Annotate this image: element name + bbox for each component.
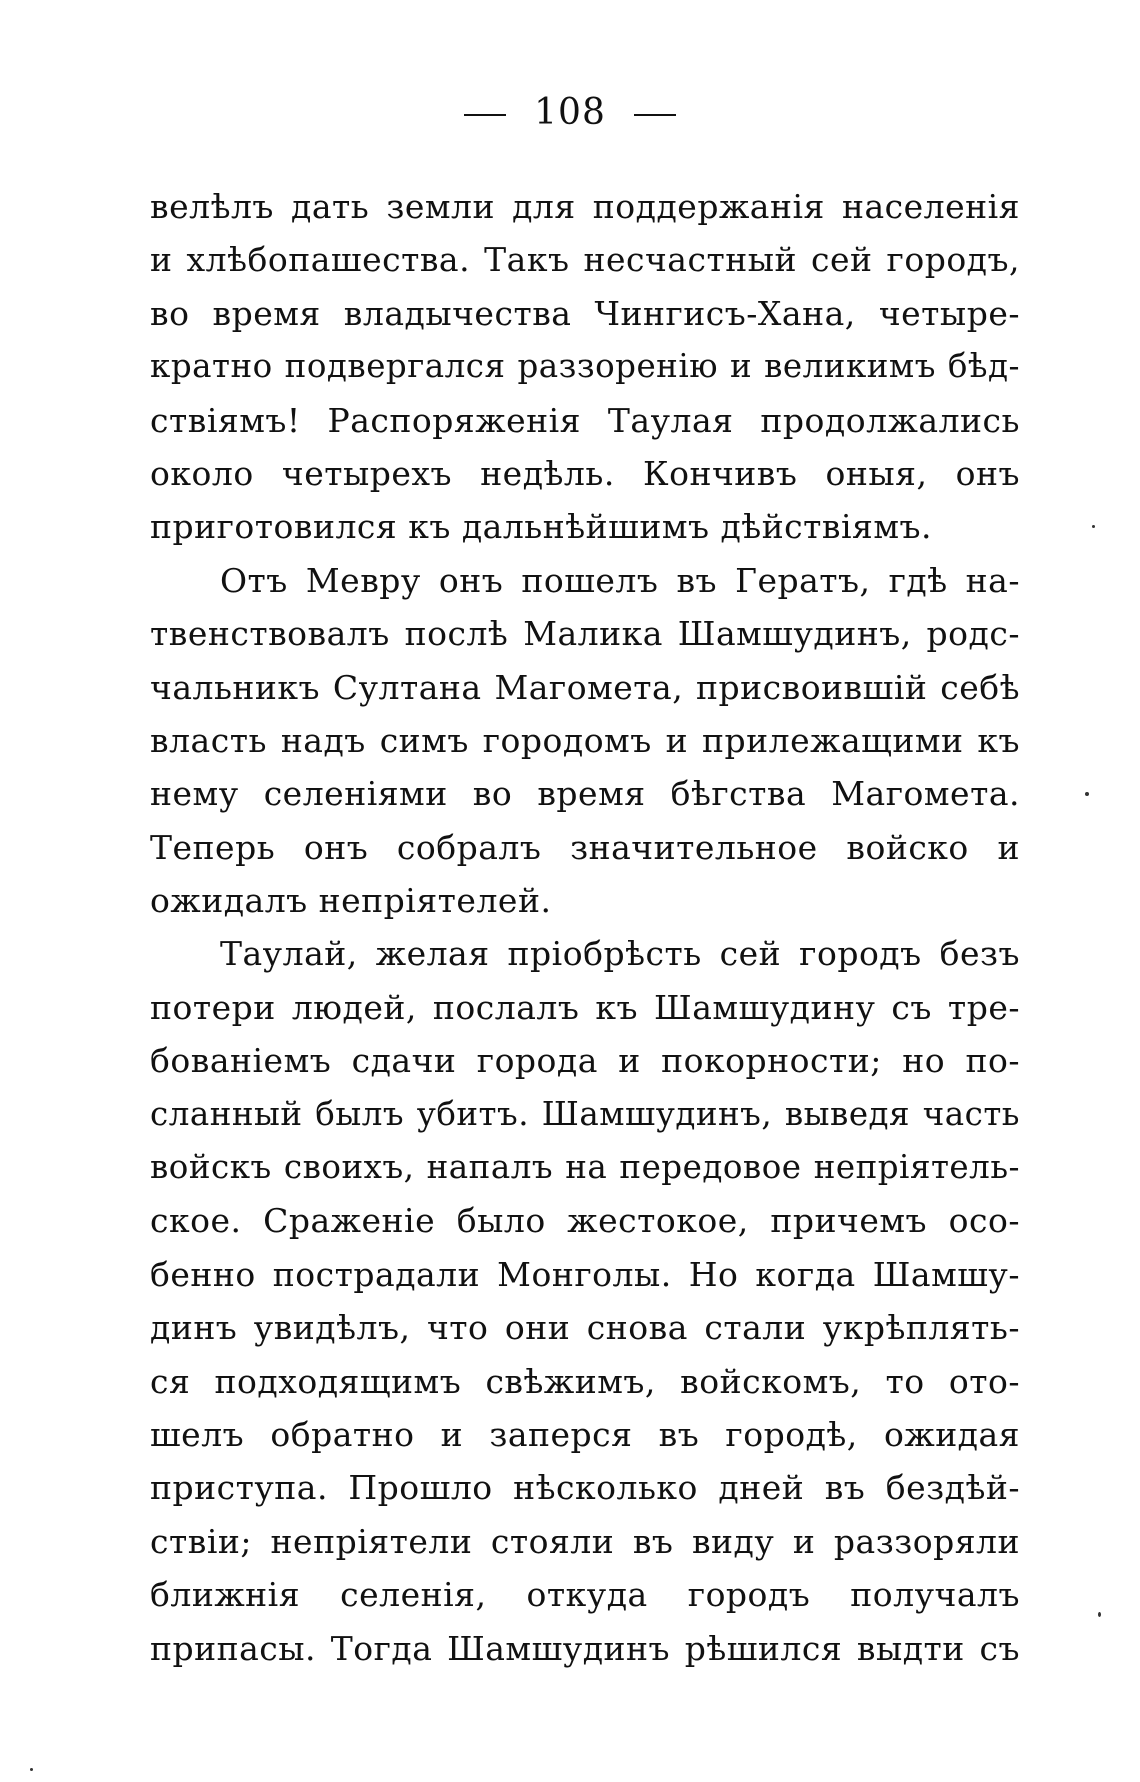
text-line: около четырехъ недѣль. Кончивъ оныя, онъ bbox=[150, 453, 1020, 493]
text-line: шелъ обратно и заперся въ городѣ, ожидая bbox=[150, 1414, 1020, 1454]
text-line: припасы. Тогда Шамшудинъ рѣшился выдти съ bbox=[150, 1628, 1020, 1668]
text-line: приступа. Прошло нѣсколько дней въ бездѣй- bbox=[150, 1468, 1020, 1508]
text-line: велѣлъ дать земли для поддержанія населенія bbox=[150, 187, 1020, 226]
scan-speck bbox=[1085, 792, 1089, 796]
text-line: войскъ своихъ, напалъ на передовое непріятель- bbox=[150, 1148, 1020, 1187]
text-line: ствіямъ! Распоряженія Таулая продолжались bbox=[150, 400, 1020, 440]
text-line: ожидалъ непріятелей. bbox=[150, 881, 552, 921]
text-line: Теперь онъ собралъ значительное войско и bbox=[150, 827, 1020, 867]
text-line: Отъ Мевру онъ пошелъ въ Гератъ, гдѣ на- bbox=[220, 560, 1020, 600]
left-dash bbox=[464, 114, 506, 116]
page-header bbox=[0, 92, 1140, 133]
text-line: кратно подвергался раззоренію и великимъ бѣд- bbox=[150, 347, 1020, 386]
text-line: Таулай, желая пріобрѣсть сей городъ безъ bbox=[220, 934, 1020, 974]
text-line: ское. Сраженіе было жестокое, причемъ осо- bbox=[150, 1201, 1020, 1241]
text-line: бенно пострадали Монголы. Но когда Шамшу- bbox=[150, 1254, 1020, 1294]
text-line: динъ увидѣлъ, что они снова стали укрѣплять- bbox=[150, 1308, 1020, 1348]
text-line: власть надъ симъ городомъ и прилежащими къ bbox=[150, 720, 1020, 760]
right-dash bbox=[634, 114, 676, 116]
text-line: бованіемъ сдачи города и покорности; но по- bbox=[150, 1041, 1020, 1081]
text-line: ближнія селенія, откуда городъ получалъ bbox=[150, 1575, 1020, 1615]
text-line: и хлѣбопашества. Такъ несчастный сей городъ, bbox=[150, 240, 1020, 280]
scan-speck bbox=[30, 1768, 33, 1771]
text-line: ся подходящимъ свѣжимъ, войскомъ, то ото- bbox=[150, 1361, 1020, 1401]
scan-speck bbox=[1092, 525, 1095, 528]
scan-speck bbox=[1098, 1612, 1101, 1617]
text-line: нему селеніями во время бѣгства Магомета. bbox=[150, 774, 1020, 814]
text-line: сланный былъ убитъ. Шамшудинъ, выведя часть bbox=[150, 1094, 1020, 1133]
body-text bbox=[150, 180, 1020, 1675]
text-line: ствіи; непріятели стояли въ виду и раззоряли bbox=[150, 1521, 1020, 1561]
text-line: твенствовалъ послѣ Малика Шамшудинъ, родс- bbox=[150, 614, 1020, 654]
page-number: 108 bbox=[534, 92, 606, 133]
text-line: во время владычества Чингисъ-Хана, четыре- bbox=[150, 293, 1020, 333]
text-line: чальникъ Султана Магомета, присвоившій себѣ bbox=[150, 667, 1020, 707]
text-line: потери людей, послалъ къ Шамшудину съ тре- bbox=[150, 987, 1020, 1027]
text-line: приготовился къ дальнѣйшимъ дѣйствіямъ. bbox=[150, 507, 933, 547]
